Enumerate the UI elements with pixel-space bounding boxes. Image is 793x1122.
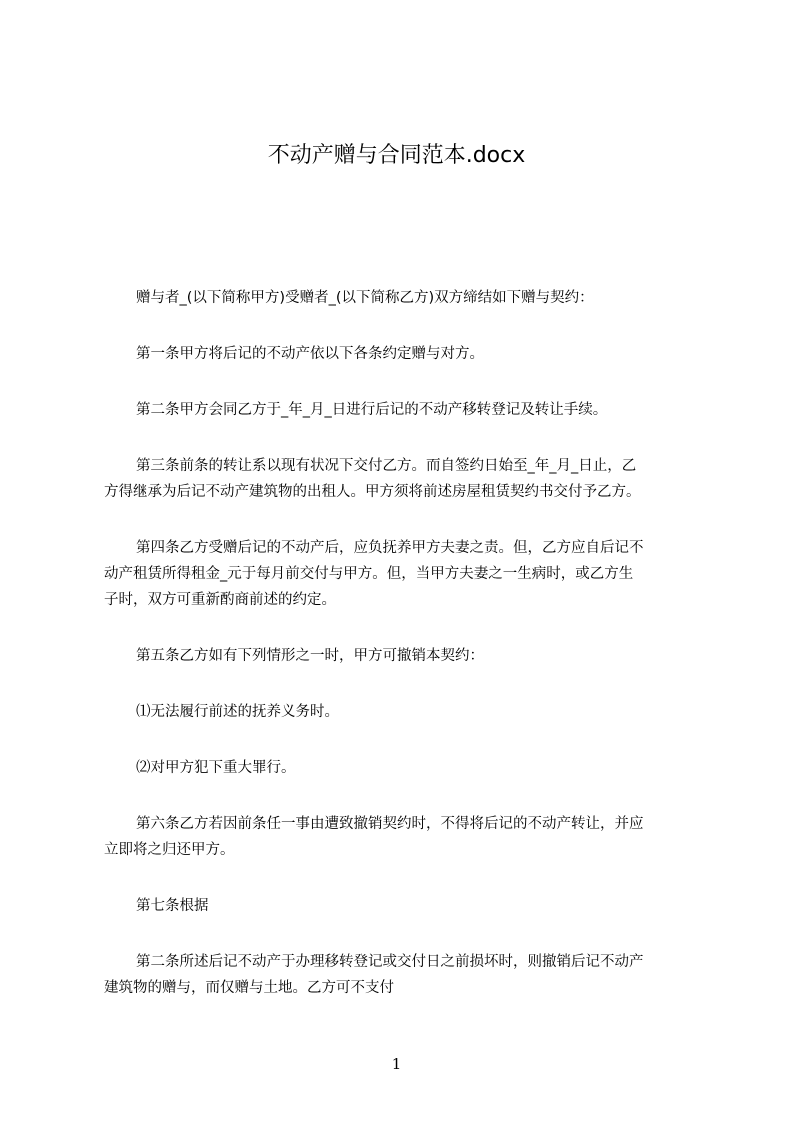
paragraph-line: 赠与者_(以下简称甲方)受赠者_(以下简称乙方)双方缔结如下赠与契约： <box>136 290 594 306</box>
paragraph-article-6 <box>104 811 704 863</box>
paragraph-line: 第二条所述后记不动产于办理移转登记或交付日之前损坏时，则撤销后记不动产 <box>136 954 644 970</box>
page-number: 1 <box>391 1055 402 1073</box>
paragraph-line: 第一条甲方将后记的不动产依以下各条约定赠与对方。 <box>136 346 484 362</box>
paragraph-article-4 <box>104 535 704 613</box>
paragraph-line: 第二条甲方会同乙方于_年_月_日进行后记的不动产移转登记及转让手续。 <box>136 402 608 418</box>
paragraph-article-2-reference <box>104 949 704 1001</box>
paragraph-preamble <box>104 285 704 311</box>
paragraph-line: 方得继承为后记不动产建筑物的出租人。甲方须将前述房屋租赁契约书交付予乙方。 <box>104 484 641 500</box>
paragraph-line: 第三条前条的转让系以现有状况下交付乙方。而自签约日始至_年_月_日止，乙 <box>136 458 637 474</box>
paragraph-line: 第四条乙方受赠后记的不动产后，应负抚养甲方夫妻之责。但，乙方应自后记不 <box>136 540 644 556</box>
paragraph-line: 第六条乙方若因前条任一事由遭致撤销契约时，不得将后记的不动产转让，并应 <box>136 816 644 832</box>
document-body <box>104 285 704 1031</box>
paragraph-line: 动产租赁所得租金_元于每月前交付与甲方。但，当甲方夫妻之一生病时，或乙方生 <box>104 566 634 582</box>
paragraph-line: 第五条乙方如有下列情形之一时，甲方可撤销本契约： <box>136 648 484 664</box>
paragraph-line: 建筑物的赠与，而仅赠与土地。乙方可不支付 <box>104 980 394 996</box>
document-title: 不动产赠与合同范本.docx <box>267 143 526 168</box>
paragraph-line: 第七条根据 <box>136 898 209 914</box>
paragraph-item-2 <box>104 755 704 781</box>
paragraph-article-7 <box>104 893 704 919</box>
paragraph-line: ⑵对甲方犯下重大罪行。 <box>136 760 296 776</box>
paragraph-line: ⑴无法履行前述的抚养义务时。 <box>136 704 339 720</box>
paragraph-article-2 <box>104 397 704 423</box>
paragraph-line: 子时，双方可重新酌商前述的约定。 <box>104 592 336 608</box>
paragraph-article-5 <box>104 643 704 669</box>
paragraph-article-1 <box>104 341 704 367</box>
paragraph-line: 立即将之归还甲方。 <box>104 842 235 858</box>
paragraph-article-3 <box>104 453 704 505</box>
paragraph-item-1 <box>104 699 704 725</box>
